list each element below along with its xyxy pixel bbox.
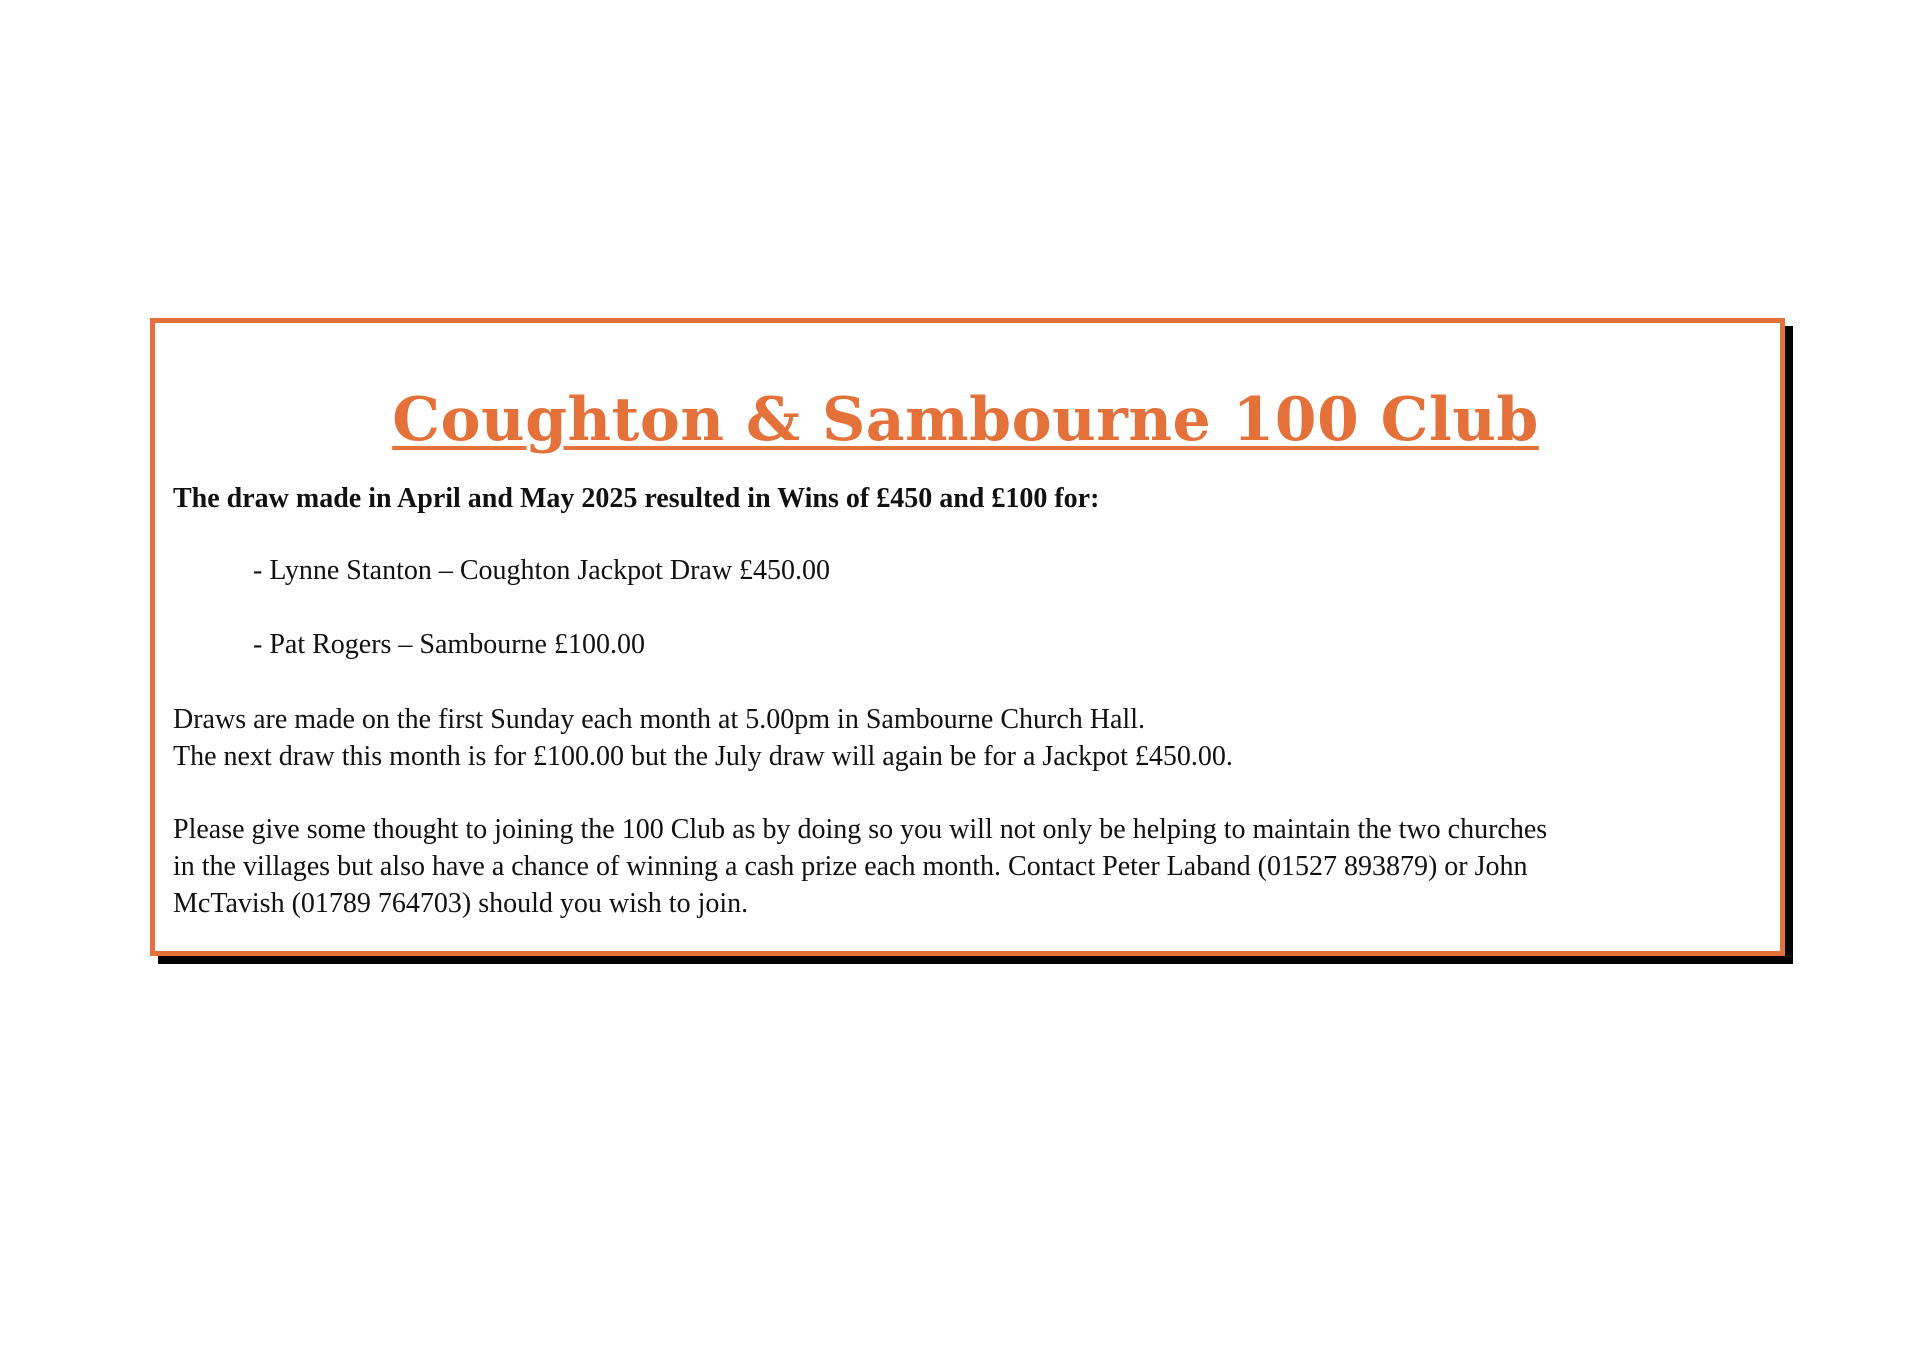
draw-schedule-line: The next draw this month is for £100.00 but the July draw will again be for a Jackpot £450.00. [173, 741, 1233, 772]
join-appeal-paragraph [173, 811, 1758, 922]
join-appeal-line: in the villages but also have a chance of winning a cash prize each month. Contact Peter Laband (01527 893879) or John [173, 851, 1528, 882]
winner-item: - Lynne Stanton – Coughton Jackpot Draw £450.00 [253, 555, 831, 586]
draw-schedule-paragraph [173, 701, 1758, 775]
notice-title: Coughton & Sambourne 100 Club [392, 385, 1539, 455]
join-appeal-line: Please give some thought to joining the 100 Club as by doing so you will not only be helping to maintain the two churches [173, 814, 1548, 845]
draw-results-intro: The draw made in April and May 2025 resulted in Wins of £450 and £100 for: [173, 483, 1100, 514]
winners-list [173, 553, 1758, 663]
join-appeal-line: McTavish (01789 764703) should you wish to join. [173, 888, 749, 919]
draw-schedule-line: Draws are made on the first Sunday each month at 5.00pm in Sambourne Church Hall. [173, 704, 1145, 735]
winner-item: - Pat Rogers – Sambourne £100.00 [253, 629, 645, 660]
notice-box [150, 318, 1785, 956]
